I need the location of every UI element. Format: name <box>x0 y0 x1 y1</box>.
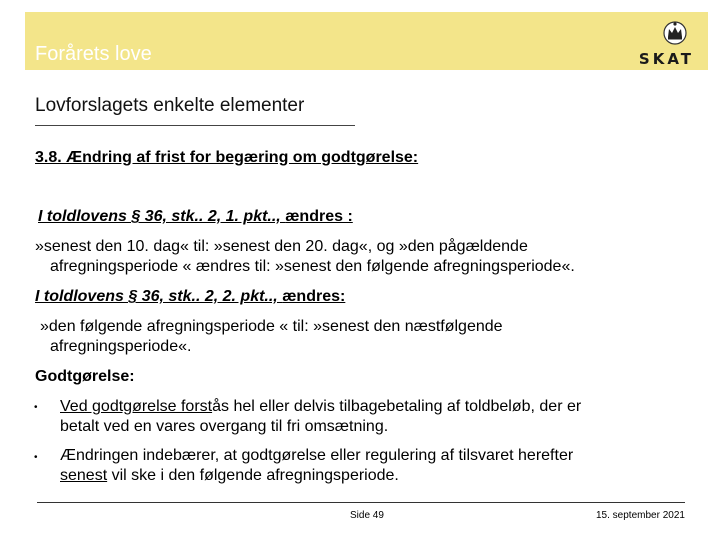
page-title: Forårets love <box>35 43 152 65</box>
bullet2-rest: vil ske i den følgende afregningsperiode. <box>107 467 399 484</box>
skat-logo <box>614 18 694 68</box>
subtitle-divider <box>35 125 355 126</box>
footer-date: 15. september 2021 <box>596 510 685 521</box>
header-banner <box>25 12 708 70</box>
block1-line1: »senest den 10. dag« til: »senest den 20. dag«, og »den pågældende <box>35 238 528 255</box>
section-heading: 3.8. Ændring af frist for begæring om godtgørelse: <box>35 149 419 166</box>
godtgoerelse-heading: Godtgørelse: <box>35 368 135 385</box>
bullet2-line2 <box>60 466 399 486</box>
block1-heading-verb: ændres : <box>285 208 353 225</box>
block1-heading-ref: I toldlovens § 36, stk.. 2, 1. pkt.., <box>38 208 286 225</box>
block2-line2: afregningsperiode«. <box>50 338 192 355</box>
bullet-marker: • <box>34 452 38 463</box>
block2-heading <box>35 287 345 307</box>
footer-divider <box>37 502 685 503</box>
block2-heading-ref: I toldlovens § 36, stk.. 2, 2. pkt.., <box>35 288 283 305</box>
bullet1-line2: betalt ved en vares overgang til fri omsætning. <box>60 418 389 435</box>
bullet2-underlined: senest <box>60 467 108 484</box>
block1-line2: afregningsperiode « ændres til: »senest den følgende afregningsperiode«. <box>50 258 575 275</box>
bullet2-line1: Ændringen indebærer, at godtgørelse eller regulering af tilsvaret herefter <box>60 447 574 464</box>
block2-heading-verb: ændres: <box>282 288 346 305</box>
bullet-marker: • <box>34 402 38 413</box>
bullet1-underlined: Ved godtgørelse forst <box>60 398 213 415</box>
block2-line1: »den følgende afregningsperiode « til: »senest den næstfølgende <box>40 318 503 335</box>
page-number: Side 49 <box>350 510 384 521</box>
crown-icon <box>662 18 688 46</box>
block1-heading <box>38 207 353 227</box>
logo-wordmark: SKAT <box>638 50 694 68</box>
bullet1-rest: ås hel eller delvis tilbagebetaling af toldbeløb, der er <box>212 398 582 415</box>
slide-subtitle: Lovforslagets enkelte elementer <box>35 95 305 116</box>
bullet1-line1 <box>60 397 581 417</box>
